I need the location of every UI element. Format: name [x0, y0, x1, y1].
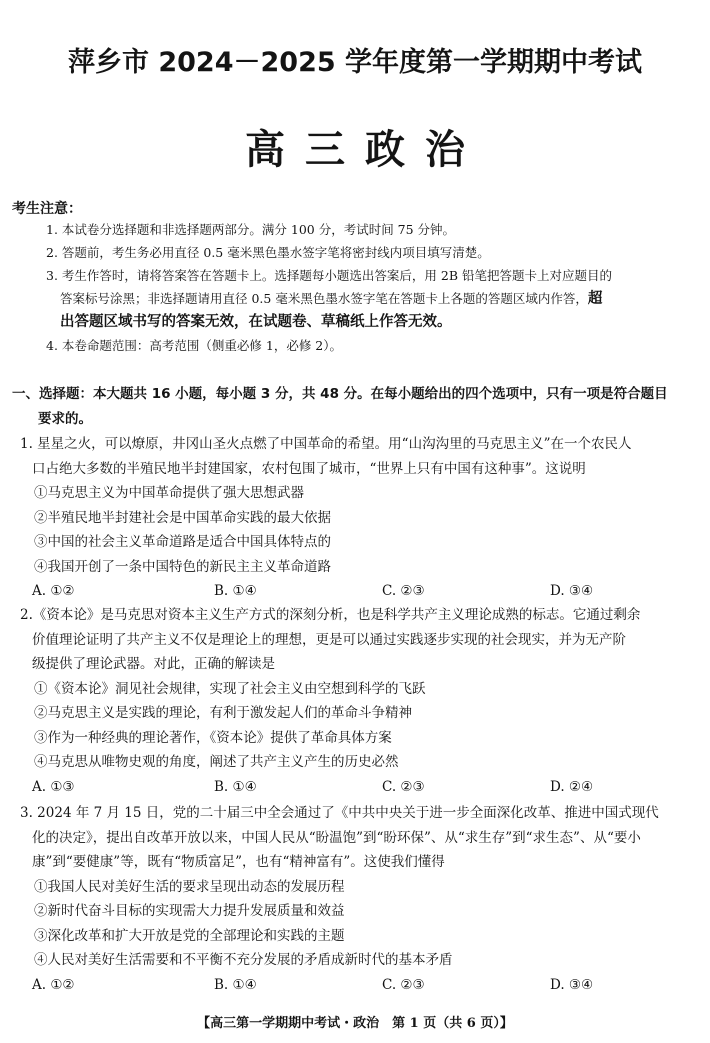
notice-heading: 考生注意：	[12, 201, 82, 217]
statement-option: ①马克思主义为中国革命提供了强大思想武器	[34, 485, 304, 501]
notice-list	[12, 218, 702, 357]
statement-option: ②新时代奋斗目标的实现需大力提升发展质量和效益	[34, 903, 345, 919]
question-stem-line: 价值理论证明了共产主义不仅是理论上的理想，更是可以通过实践逐步实现的社会现实，并为无产阶	[32, 631, 626, 648]
answer-choices	[20, 973, 700, 998]
statement-option: ④人民对美好生活需要和不平衡不充分发展的矛盾成新时代的基本矛盾	[34, 952, 453, 968]
answer-choices	[20, 775, 700, 800]
exam-title: 萍乡市 2024－2025 学年度第一学期期中考试	[67, 47, 643, 78]
section-line: 要求的。	[38, 411, 92, 427]
notice-emphasis-start: 超	[587, 291, 603, 307]
statement-option: ①《资本论》洞见社会规律，实现了社会主义由空想到科学的飞跃	[34, 680, 426, 697]
notice-item	[12, 264, 702, 334]
statement-option: ③作为一种经典的理论著作，《资本论》提供了革命具体方案	[34, 729, 392, 746]
choice-d: D. ③④	[550, 583, 594, 599]
question-stem-line: 化的决定》，提出自改革开放以来，中国人民从“盼温饱”到“盼环保”、从“求生存”到“求生态”、从“要小	[32, 829, 641, 846]
choice-b: B. ①④	[214, 583, 257, 599]
choice-b: B. ①④	[214, 778, 257, 795]
question-stem-line: 级提供了理论武器。对此，正确的解读是	[32, 656, 275, 672]
statement-option: ③中国的社会主义革命道路是适合中国具体特点的	[34, 534, 331, 550]
choice-a: A. ①③	[32, 778, 75, 795]
notice-item	[12, 334, 702, 357]
statement-option: ④马克思从唯物史观的角度，阐述了共产主义产生的历史必然	[34, 754, 399, 770]
section-line: 一、选择题：本大题共 16 小题，每小题 3 分，共 48 分。在每小题给出的四个选项中，只有一项是符合题目	[12, 386, 668, 402]
choice-c: C. ②③	[382, 583, 425, 599]
question-1	[20, 432, 700, 604]
question-3	[20, 801, 700, 997]
question-stem-line: 3. 2024 年 7 月 15 日，党的二十届三中全会通过了《中共中央关于进一步全面深化改革、推进中国式现代	[20, 805, 659, 821]
notice-item	[12, 241, 702, 264]
statement-option: ②马克思主义是实践的理论，有利于激发起人们的革命斗争精神	[34, 705, 412, 721]
notice-text: 1. 本试卷分选择题和非选择题两部分。满分 100 分，考试时间 75 分钟。	[46, 222, 456, 237]
exam-subject: 高三政治	[245, 127, 485, 173]
question-stem-line: 1. 星星之火，可以燎原，井冈山圣火点燃了中国革命的希望。用“山沟沟里的马克思主义”在一个农民人	[20, 436, 632, 452]
notice-text: 4. 本卷命题范围：高考范围（侧重必修 1，必修 2）。	[46, 338, 343, 353]
notice-item	[12, 218, 702, 241]
page-footer: 【高三第一学期期中考试・政治 第 1 页（共 6 页）】	[197, 1016, 513, 1031]
candidate-notice	[12, 198, 702, 357]
statement-option: ①我国人民对美好生活的要求呈现出动态的发展历程	[34, 878, 345, 895]
section-heading	[12, 382, 702, 432]
question-stem-line: 康”到“要健康”等，既有“物质富足”，也有“精神富有”。这使我们懂得	[32, 854, 445, 870]
notice-emphasis: 出答题区域书写的答案无效，在试题卷、草稿纸上作答无效。	[60, 314, 452, 330]
choice-a: A. ①②	[32, 976, 75, 993]
statement-option: ④我国开创了一条中国特色的新民主主义革命道路	[34, 558, 331, 575]
question-stem-line: 2.《资本论》是马克思对资本主义生产方式的深刻分析，也是科学共产主义理论成熟的标志。它通过剩余	[20, 607, 641, 623]
notice-cont-text: 答案标号涂黑；非选择题请用直径 0.5 毫米黑色墨水签字笔在答题卡上各题的答题区域内作答，	[60, 291, 588, 306]
choice-b: B. ①④	[214, 976, 257, 993]
choice-c: C. ②③	[382, 976, 425, 993]
notice-continuation	[60, 287, 702, 311]
answer-choices	[20, 579, 700, 604]
choice-d: D. ③④	[550, 976, 594, 993]
notice-text: 2. 答题前，考生务必用直径 0.5 毫米黑色墨水签字笔将密封线内项目填写清楚。	[46, 245, 490, 260]
notice-text: 3. 考生作答时，请将答案答在答题卡上。选择题每小题选出答案后，用 2B 铅笔把答题卡上对应题目的	[46, 268, 612, 283]
question-2	[20, 603, 700, 799]
question-stem-line: 口占绝大多数的半殖民地半封建国家，农村包围了城市，“世界上只有中国有这种事”。这说明	[32, 460, 586, 477]
choice-c: C. ②③	[382, 778, 425, 795]
statement-option: ③深化改革和扩大开放是党的全部理论和实践的主题	[34, 927, 345, 944]
choice-a: A. ①②	[32, 583, 75, 599]
choice-d: D. ②④	[550, 778, 594, 795]
statement-option: ②半殖民地半封建社会是中国革命实践的最大依据	[34, 509, 331, 526]
